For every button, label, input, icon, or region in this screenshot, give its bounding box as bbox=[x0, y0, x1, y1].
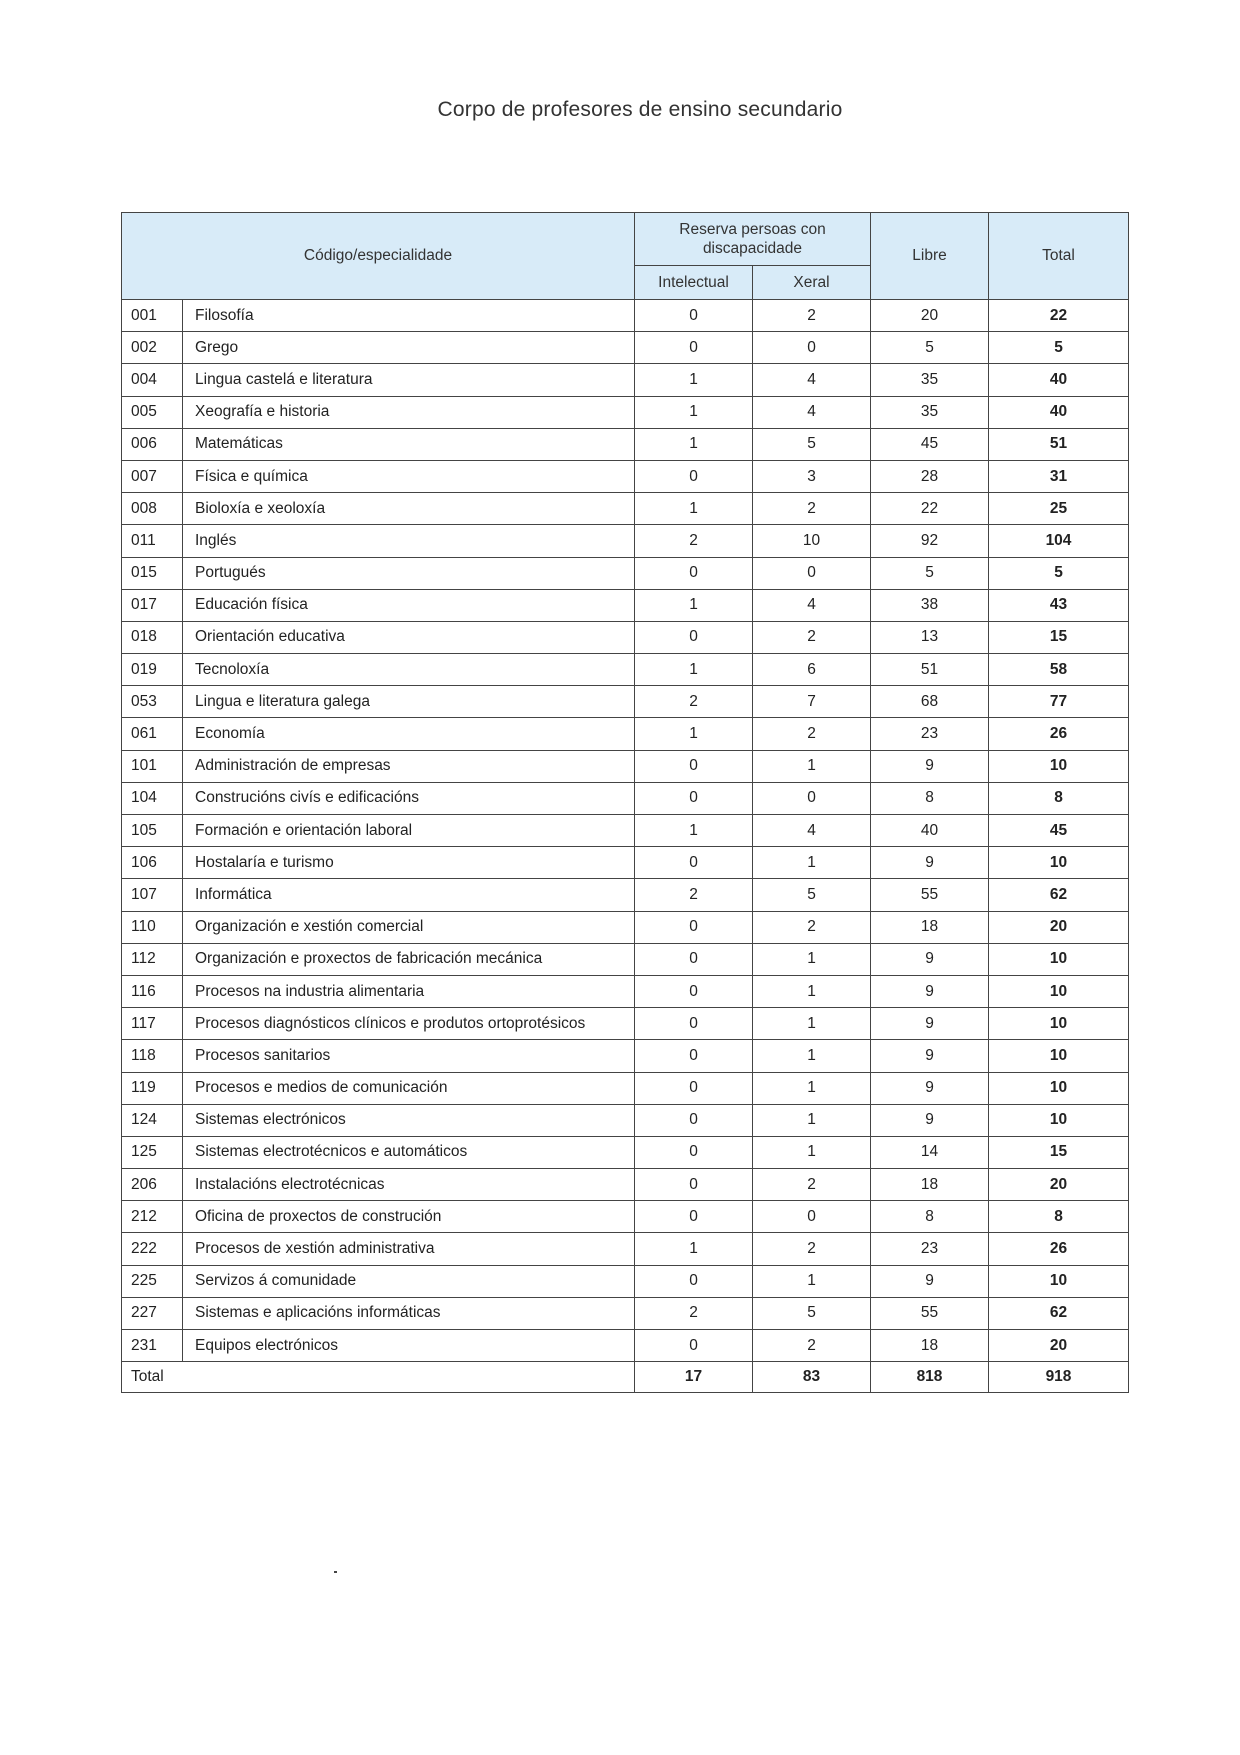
intelectual-cell: 0 bbox=[635, 332, 753, 364]
table-row bbox=[122, 396, 1129, 428]
total-cell: 10 bbox=[989, 750, 1129, 782]
libre-cell: 18 bbox=[871, 911, 989, 943]
libre-cell: 20 bbox=[871, 300, 989, 332]
xeral-cell: 0 bbox=[753, 557, 871, 589]
code-cell: 008 bbox=[122, 493, 183, 525]
xeral-cell: 2 bbox=[753, 621, 871, 653]
total-cell: 40 bbox=[989, 396, 1129, 428]
code-cell: 006 bbox=[122, 428, 183, 460]
code-cell: 053 bbox=[122, 686, 183, 718]
code-cell: 018 bbox=[122, 621, 183, 653]
intelectual-cell: 0 bbox=[635, 460, 753, 492]
libre-cell: 35 bbox=[871, 396, 989, 428]
total-cell: 58 bbox=[989, 654, 1129, 686]
code-cell: 004 bbox=[122, 364, 183, 396]
intelectual-cell: 0 bbox=[635, 847, 753, 879]
intelectual-cell: 0 bbox=[635, 1136, 753, 1168]
xeral-cell: 1 bbox=[753, 1008, 871, 1040]
libre-cell: 9 bbox=[871, 847, 989, 879]
libre-cell: 9 bbox=[871, 750, 989, 782]
code-cell: 015 bbox=[122, 557, 183, 589]
xeral-cell: 4 bbox=[753, 364, 871, 396]
specialty-cell: Instalacións electrotécnicas bbox=[183, 1169, 635, 1201]
xeral-cell: 1 bbox=[753, 975, 871, 1007]
xeral-cell: 1 bbox=[753, 1136, 871, 1168]
libre-cell: 40 bbox=[871, 815, 989, 847]
intelectual-cell: 0 bbox=[635, 621, 753, 653]
total-cell: 25 bbox=[989, 493, 1129, 525]
intelectual-cell: 1 bbox=[635, 1233, 753, 1265]
table-row bbox=[122, 750, 1129, 782]
xeral-cell: 1 bbox=[753, 847, 871, 879]
specialty-cell: Lingua e literatura galega bbox=[183, 686, 635, 718]
libre-cell: 45 bbox=[871, 428, 989, 460]
intelectual-cell: 2 bbox=[635, 525, 753, 557]
intelectual-cell: 0 bbox=[635, 1104, 753, 1136]
specialty-cell: Hostalaría e turismo bbox=[183, 847, 635, 879]
xeral-cell: 1 bbox=[753, 943, 871, 975]
libre-cell: 38 bbox=[871, 589, 989, 621]
intelectual-cell: 1 bbox=[635, 493, 753, 525]
code-cell: 101 bbox=[122, 750, 183, 782]
intelectual-cell: 0 bbox=[635, 300, 753, 332]
page-title: Corpo de profesores de ensino secundario bbox=[437, 98, 843, 121]
libre-cell: 9 bbox=[871, 1072, 989, 1104]
specialty-cell: Portugués bbox=[183, 557, 635, 589]
libre-cell: 13 bbox=[871, 621, 989, 653]
total-cell: 77 bbox=[989, 686, 1129, 718]
table-row bbox=[122, 525, 1129, 557]
table-row bbox=[122, 654, 1129, 686]
libre-cell: 9 bbox=[871, 1008, 989, 1040]
table-row bbox=[122, 493, 1129, 525]
specialty-cell: Xeografía e historia bbox=[183, 396, 635, 428]
xeral-cell: 7 bbox=[753, 686, 871, 718]
libre-cell: 9 bbox=[871, 1104, 989, 1136]
total-cell: 45 bbox=[989, 815, 1129, 847]
specialty-cell: Sistemas electrotécnicos e automáticos bbox=[183, 1136, 635, 1168]
libre-cell: 9 bbox=[871, 943, 989, 975]
totals-libre: 818 bbox=[871, 1362, 989, 1393]
intelectual-cell: 0 bbox=[635, 1072, 753, 1104]
xeral-cell: 4 bbox=[753, 815, 871, 847]
code-cell: 222 bbox=[122, 1233, 183, 1265]
intelectual-cell: 1 bbox=[635, 364, 753, 396]
intelectual-cell: 2 bbox=[635, 686, 753, 718]
code-cell: 001 bbox=[122, 300, 183, 332]
header-libre: Libre bbox=[871, 213, 989, 300]
table-row bbox=[122, 879, 1129, 911]
total-cell: 10 bbox=[989, 1104, 1129, 1136]
specialty-cell: Sistemas electrónicos bbox=[183, 1104, 635, 1136]
specialty-cell: Lingua castelá e literatura bbox=[183, 364, 635, 396]
code-cell: 117 bbox=[122, 1008, 183, 1040]
stray-mark bbox=[334, 1571, 337, 1573]
intelectual-cell: 1 bbox=[635, 428, 753, 460]
total-cell: 43 bbox=[989, 589, 1129, 621]
total-cell: 15 bbox=[989, 621, 1129, 653]
table-row bbox=[122, 975, 1129, 1007]
xeral-cell: 5 bbox=[753, 879, 871, 911]
specialty-cell: Oficina de proxectos de construción bbox=[183, 1201, 635, 1233]
total-cell: 10 bbox=[989, 975, 1129, 1007]
libre-cell: 18 bbox=[871, 1330, 989, 1362]
xeral-cell: 4 bbox=[753, 396, 871, 428]
table-row bbox=[122, 1201, 1129, 1233]
total-cell: 40 bbox=[989, 364, 1129, 396]
specialty-cell: Sistemas e aplicacións informáticas bbox=[183, 1297, 635, 1329]
header-codigo: Código/especialidade bbox=[122, 213, 635, 300]
total-cell: 5 bbox=[989, 332, 1129, 364]
libre-cell: 22 bbox=[871, 493, 989, 525]
specialty-cell: Organización e xestión comercial bbox=[183, 911, 635, 943]
total-cell: 10 bbox=[989, 943, 1129, 975]
libre-cell: 9 bbox=[871, 1265, 989, 1297]
total-cell: 10 bbox=[989, 1265, 1129, 1297]
table-row bbox=[122, 943, 1129, 975]
total-cell: 5 bbox=[989, 557, 1129, 589]
totals-row bbox=[122, 1362, 1129, 1393]
table-row bbox=[122, 911, 1129, 943]
xeral-cell: 1 bbox=[753, 1040, 871, 1072]
code-cell: 212 bbox=[122, 1201, 183, 1233]
total-cell: 15 bbox=[989, 1136, 1129, 1168]
xeral-cell: 2 bbox=[753, 493, 871, 525]
table-row bbox=[122, 718, 1129, 750]
libre-cell: 5 bbox=[871, 557, 989, 589]
xeral-cell: 1 bbox=[753, 1104, 871, 1136]
specialty-cell: Tecnoloxía bbox=[183, 654, 635, 686]
specialty-cell: Procesos e medios de comunicación bbox=[183, 1072, 635, 1104]
specialty-cell: Educación física bbox=[183, 589, 635, 621]
code-cell: 106 bbox=[122, 847, 183, 879]
code-cell: 206 bbox=[122, 1169, 183, 1201]
specialty-cell: Inglés bbox=[183, 525, 635, 557]
libre-cell: 51 bbox=[871, 654, 989, 686]
specialty-cell: Economía bbox=[183, 718, 635, 750]
xeral-cell: 5 bbox=[753, 428, 871, 460]
intelectual-cell: 1 bbox=[635, 718, 753, 750]
specialty-cell: Procesos diagnósticos clínicos e produtos ortoprotésicos bbox=[183, 1008, 635, 1040]
code-cell: 061 bbox=[122, 718, 183, 750]
libre-cell: 9 bbox=[871, 975, 989, 1007]
specialties-table bbox=[121, 212, 1129, 1393]
libre-cell: 9 bbox=[871, 1040, 989, 1072]
specialty-cell: Procesos sanitarios bbox=[183, 1040, 635, 1072]
table-row bbox=[122, 460, 1129, 492]
table-row bbox=[122, 621, 1129, 653]
libre-cell: 68 bbox=[871, 686, 989, 718]
xeral-cell: 3 bbox=[753, 460, 871, 492]
libre-cell: 35 bbox=[871, 364, 989, 396]
table-row bbox=[122, 782, 1129, 814]
code-cell: 110 bbox=[122, 911, 183, 943]
intelectual-cell: 0 bbox=[635, 943, 753, 975]
table-row bbox=[122, 815, 1129, 847]
code-cell: 231 bbox=[122, 1330, 183, 1362]
intelectual-cell: 0 bbox=[635, 1265, 753, 1297]
code-cell: 119 bbox=[122, 1072, 183, 1104]
specialty-cell: Grego bbox=[183, 332, 635, 364]
totals-xeral: 83 bbox=[753, 1362, 871, 1393]
libre-cell: 55 bbox=[871, 1297, 989, 1329]
specialty-cell: Física e química bbox=[183, 460, 635, 492]
table-row bbox=[122, 1297, 1129, 1329]
libre-cell: 5 bbox=[871, 332, 989, 364]
code-cell: 112 bbox=[122, 943, 183, 975]
intelectual-cell: 1 bbox=[635, 654, 753, 686]
intelectual-cell: 1 bbox=[635, 589, 753, 621]
intelectual-cell: 0 bbox=[635, 1330, 753, 1362]
xeral-cell: 2 bbox=[753, 911, 871, 943]
specialty-cell: Administración de empresas bbox=[183, 750, 635, 782]
intelectual-cell: 0 bbox=[635, 1008, 753, 1040]
table-row bbox=[122, 1072, 1129, 1104]
table-row bbox=[122, 1040, 1129, 1072]
total-cell: 31 bbox=[989, 460, 1129, 492]
total-cell: 26 bbox=[989, 1233, 1129, 1265]
table-row bbox=[122, 1008, 1129, 1040]
table-row bbox=[122, 364, 1129, 396]
xeral-cell: 2 bbox=[753, 1169, 871, 1201]
specialty-cell: Procesos de xestión administrativa bbox=[183, 1233, 635, 1265]
intelectual-cell: 1 bbox=[635, 815, 753, 847]
code-cell: 002 bbox=[122, 332, 183, 364]
code-cell: 116 bbox=[122, 975, 183, 1007]
code-cell: 225 bbox=[122, 1265, 183, 1297]
xeral-cell: 2 bbox=[753, 300, 871, 332]
libre-cell: 8 bbox=[871, 782, 989, 814]
total-cell: 26 bbox=[989, 718, 1129, 750]
table-row bbox=[122, 847, 1129, 879]
specialty-cell: Servizos á comunidade bbox=[183, 1265, 635, 1297]
table-row bbox=[122, 589, 1129, 621]
code-cell: 005 bbox=[122, 396, 183, 428]
specialty-cell: Informática bbox=[183, 879, 635, 911]
intelectual-cell: 2 bbox=[635, 879, 753, 911]
table-row bbox=[122, 686, 1129, 718]
xeral-cell: 2 bbox=[753, 718, 871, 750]
xeral-cell: 0 bbox=[753, 332, 871, 364]
table-row bbox=[122, 1169, 1129, 1201]
header-reserva: Reserva persoas con discapacidade bbox=[635, 213, 871, 266]
total-cell: 62 bbox=[989, 879, 1129, 911]
xeral-cell: 1 bbox=[753, 750, 871, 782]
code-cell: 124 bbox=[122, 1104, 183, 1136]
total-cell: 20 bbox=[989, 1169, 1129, 1201]
header-intelectual: Intelectual bbox=[635, 266, 753, 300]
table-row bbox=[122, 332, 1129, 364]
specialty-cell: Filosofía bbox=[183, 300, 635, 332]
header-total: Total bbox=[989, 213, 1129, 300]
xeral-cell: 2 bbox=[753, 1233, 871, 1265]
specialty-cell: Construcións civís e edificacións bbox=[183, 782, 635, 814]
code-cell: 011 bbox=[122, 525, 183, 557]
total-cell: 22 bbox=[989, 300, 1129, 332]
specialty-cell: Organización e proxectos de fabricación mecánica bbox=[183, 943, 635, 975]
table-row bbox=[122, 1136, 1129, 1168]
totals-total: 918 bbox=[989, 1362, 1129, 1393]
xeral-cell: 1 bbox=[753, 1265, 871, 1297]
table-row bbox=[122, 557, 1129, 589]
specialty-cell: Equipos electrónicos bbox=[183, 1330, 635, 1362]
libre-cell: 8 bbox=[871, 1201, 989, 1233]
total-cell: 62 bbox=[989, 1297, 1129, 1329]
code-cell: 019 bbox=[122, 654, 183, 686]
libre-cell: 23 bbox=[871, 718, 989, 750]
total-cell: 104 bbox=[989, 525, 1129, 557]
libre-cell: 18 bbox=[871, 1169, 989, 1201]
code-cell: 104 bbox=[122, 782, 183, 814]
specialty-cell: Procesos na industria alimentaria bbox=[183, 975, 635, 1007]
total-cell: 20 bbox=[989, 1330, 1129, 1362]
table-body bbox=[122, 300, 1129, 1362]
total-cell: 8 bbox=[989, 782, 1129, 814]
code-cell: 107 bbox=[122, 879, 183, 911]
intelectual-cell: 0 bbox=[635, 911, 753, 943]
libre-cell: 55 bbox=[871, 879, 989, 911]
table-row bbox=[122, 1265, 1129, 1297]
total-cell: 20 bbox=[989, 911, 1129, 943]
totals-label: Total bbox=[122, 1362, 635, 1393]
total-cell: 10 bbox=[989, 1072, 1129, 1104]
intelectual-cell: 0 bbox=[635, 1040, 753, 1072]
libre-cell: 92 bbox=[871, 525, 989, 557]
specialty-cell: Bioloxía e xeoloxía bbox=[183, 493, 635, 525]
header-xeral: Xeral bbox=[753, 266, 871, 300]
table-row bbox=[122, 300, 1129, 332]
specialty-cell: Matemáticas bbox=[183, 428, 635, 460]
libre-cell: 28 bbox=[871, 460, 989, 492]
intelectual-cell: 2 bbox=[635, 1297, 753, 1329]
code-cell: 007 bbox=[122, 460, 183, 492]
xeral-cell: 6 bbox=[753, 654, 871, 686]
intelectual-cell: 0 bbox=[635, 975, 753, 1007]
xeral-cell: 1 bbox=[753, 1072, 871, 1104]
specialty-cell: Formación e orientación laboral bbox=[183, 815, 635, 847]
total-cell: 51 bbox=[989, 428, 1129, 460]
table-row bbox=[122, 1104, 1129, 1136]
code-cell: 105 bbox=[122, 815, 183, 847]
intelectual-cell: 0 bbox=[635, 557, 753, 589]
total-cell: 8 bbox=[989, 1201, 1129, 1233]
total-cell: 10 bbox=[989, 1008, 1129, 1040]
xeral-cell: 10 bbox=[753, 525, 871, 557]
code-cell: 227 bbox=[122, 1297, 183, 1329]
specialty-cell: Orientación educativa bbox=[183, 621, 635, 653]
intelectual-cell: 0 bbox=[635, 782, 753, 814]
intelectual-cell: 0 bbox=[635, 1201, 753, 1233]
totals-intelectual: 17 bbox=[635, 1362, 753, 1393]
xeral-cell: 0 bbox=[753, 1201, 871, 1233]
xeral-cell: 5 bbox=[753, 1297, 871, 1329]
xeral-cell: 2 bbox=[753, 1330, 871, 1362]
code-cell: 017 bbox=[122, 589, 183, 621]
table-row bbox=[122, 428, 1129, 460]
intelectual-cell: 0 bbox=[635, 1169, 753, 1201]
table-row bbox=[122, 1330, 1129, 1362]
xeral-cell: 0 bbox=[753, 782, 871, 814]
intelectual-cell: 1 bbox=[635, 396, 753, 428]
code-cell: 125 bbox=[122, 1136, 183, 1168]
libre-cell: 14 bbox=[871, 1136, 989, 1168]
total-cell: 10 bbox=[989, 847, 1129, 879]
libre-cell: 23 bbox=[871, 1233, 989, 1265]
total-cell: 10 bbox=[989, 1040, 1129, 1072]
table-row bbox=[122, 1233, 1129, 1265]
code-cell: 118 bbox=[122, 1040, 183, 1072]
xeral-cell: 4 bbox=[753, 589, 871, 621]
intelectual-cell: 0 bbox=[635, 750, 753, 782]
